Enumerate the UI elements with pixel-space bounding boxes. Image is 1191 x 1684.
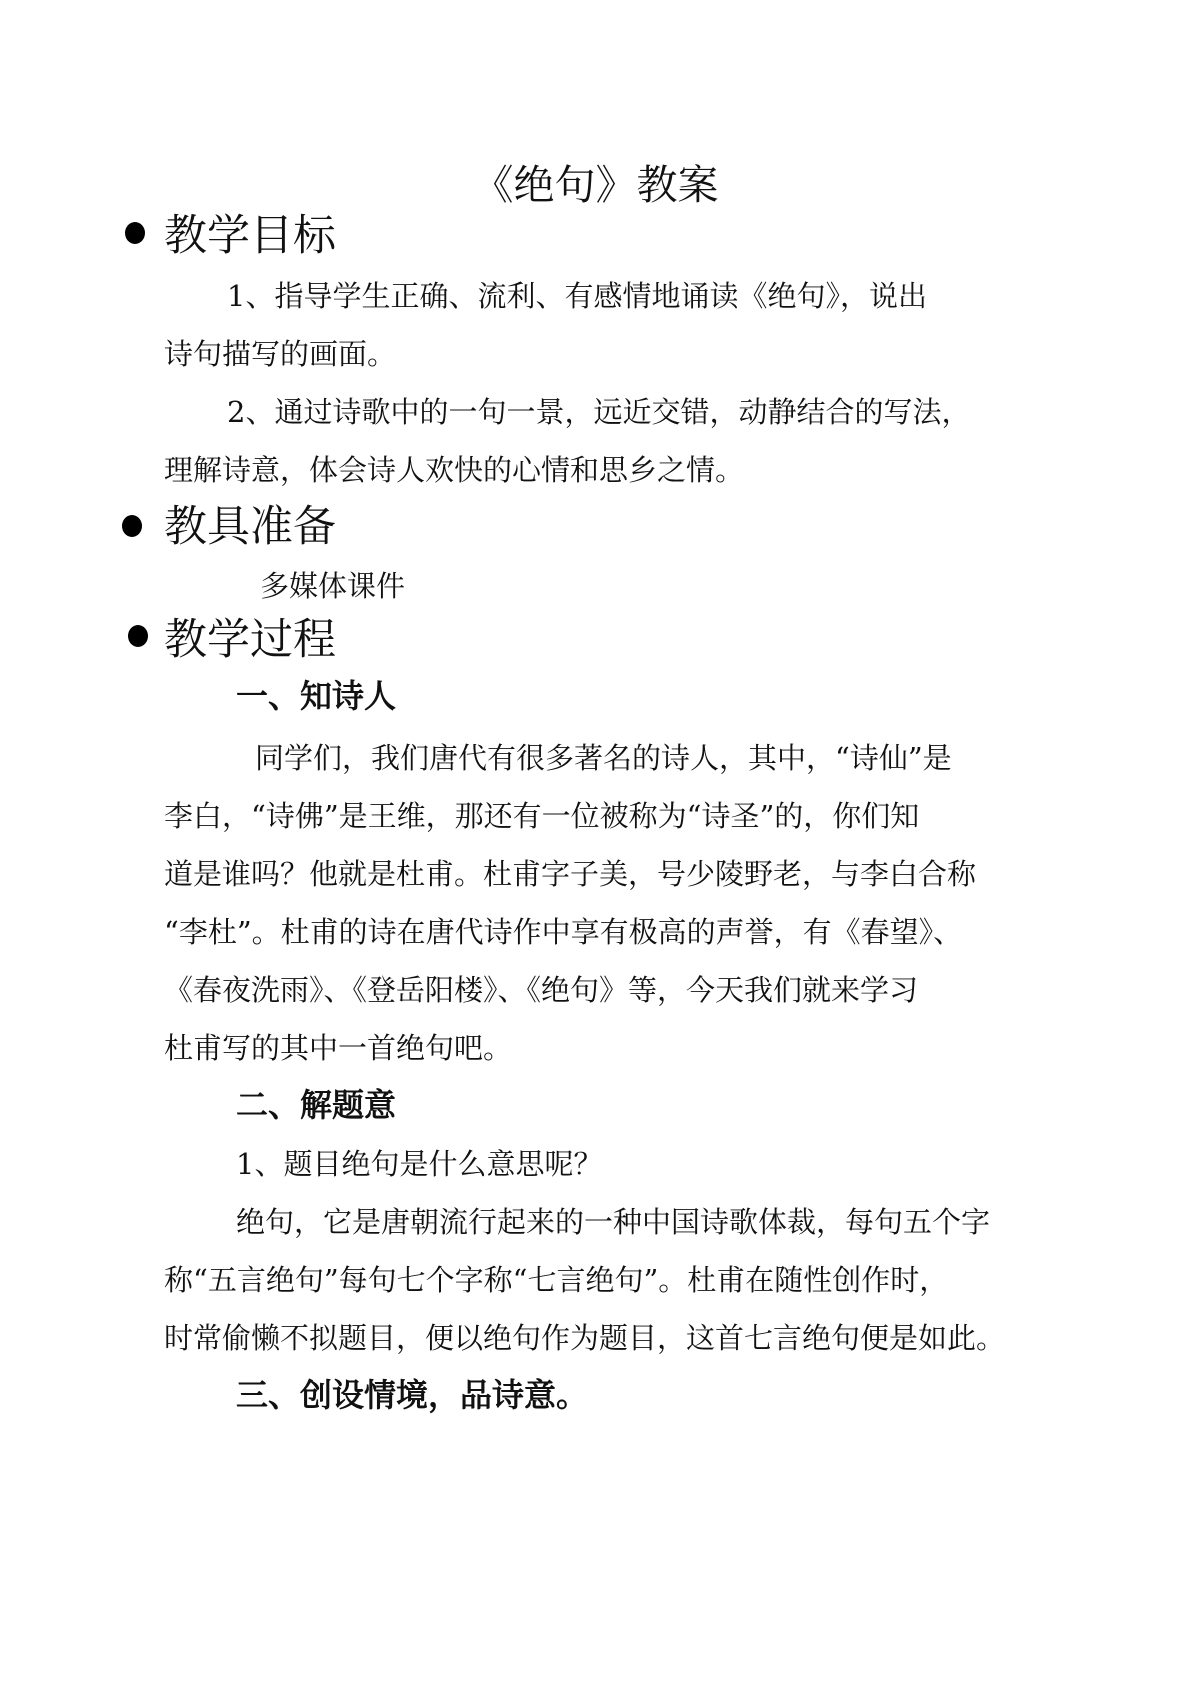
section-heading-process: 教学过程	[164, 615, 336, 665]
bullet-icon	[125, 222, 145, 244]
poet-line-2: 李白，“诗佛”是王维，那还有一位被称为“诗圣”的，你们知	[164, 799, 920, 833]
goal-line-3: 2、通过诗歌中的一句一景，远近交错，动静结合的写法，	[227, 395, 971, 429]
goal-line-2: 诗句描写的画面。	[164, 337, 397, 371]
section-heading-goals: 教学目标	[164, 211, 336, 261]
goal-line-1: 1、指导学生正确、流利、有感情地诵读《绝句》，说出	[227, 279, 927, 313]
page-title: 《绝句》教案	[472, 161, 719, 209]
bullet-icon	[122, 515, 142, 537]
subheading-scene: 三、创设情境，品诗意。	[236, 1376, 589, 1414]
meaning-line-1: 绝句，它是唐朝流行起来的一种中国诗歌体裁，每句五个字	[236, 1205, 991, 1239]
subheading-poet: 一、知诗人	[236, 677, 397, 715]
poet-line-4: “李杜”。杜甫的诗在唐代诗作中享有极高的声誉，有《春望》、	[164, 915, 963, 949]
bullet-icon	[128, 625, 148, 647]
title-question: 1、题目绝句是什么意思呢？	[236, 1147, 603, 1181]
poet-line-3: 道是谁吗？他就是杜甫。杜甫字子美，号少陵野老，与李白合称	[164, 857, 977, 891]
meaning-line-2: 称“五言绝句”每句七个字称“七言绝句”。杜甫在随性创作时，	[164, 1263, 949, 1297]
poet-line-1: 同学们，我们唐代有很多著名的诗人，其中，“诗仙”是	[255, 741, 952, 775]
tools-content: 多媒体课件	[260, 569, 406, 603]
subheading-title-meaning: 二、解题意	[236, 1086, 397, 1124]
poet-line-5: 《春夜洗雨》、《登岳阳楼》、《绝句》等，今天我们就来学习	[164, 973, 919, 1007]
section-heading-tools: 教具准备	[164, 502, 336, 552]
meaning-line-3: 时常偷懒不拟题目，便以绝句作为题目，这首七言绝句便是如此。	[164, 1321, 1006, 1355]
goal-line-4: 理解诗意，体会诗人欢快的心情和思乡之情。	[164, 453, 745, 487]
poet-line-6: 杜甫写的其中一首绝句吧。	[164, 1031, 513, 1065]
